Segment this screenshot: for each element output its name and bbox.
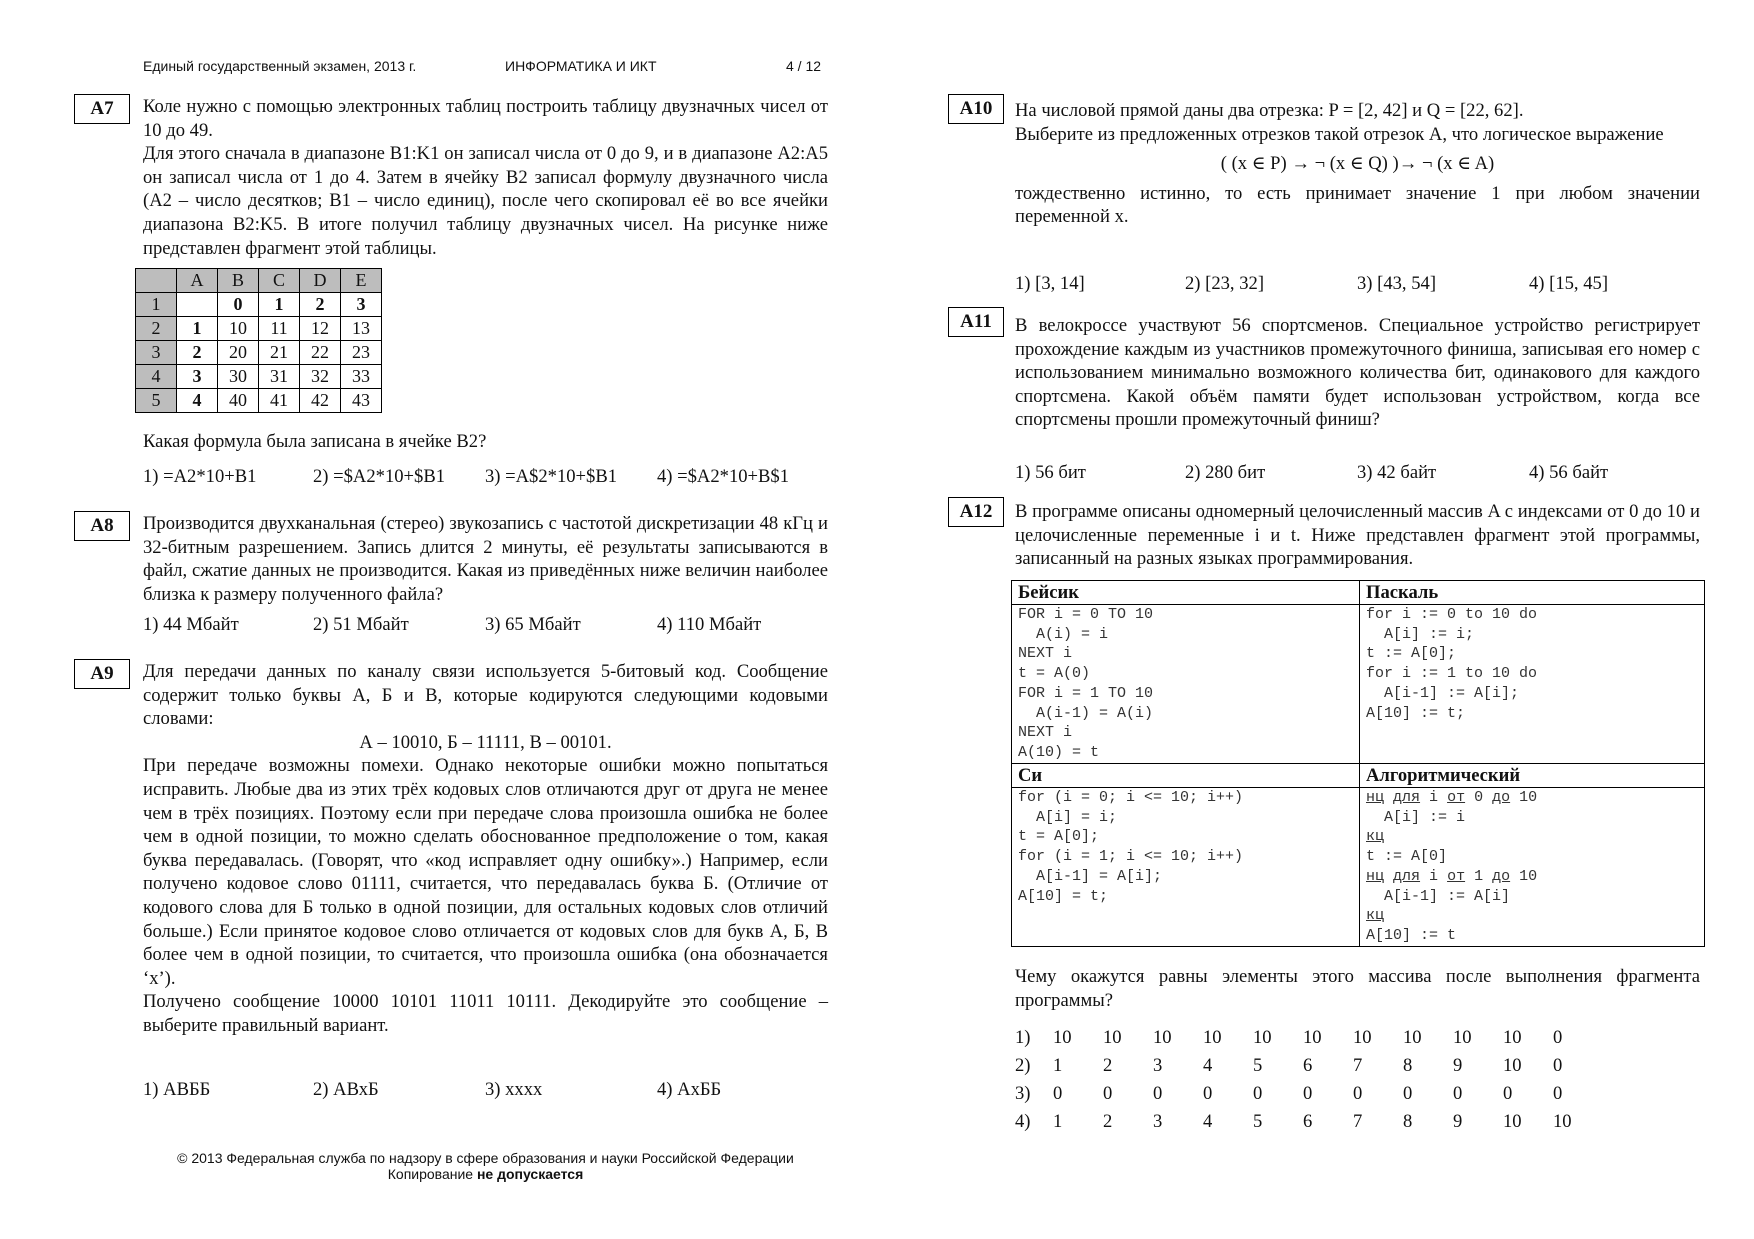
answer-option[interactable]: 1) [3, 14] xyxy=(1015,273,1085,294)
a9-options xyxy=(143,1079,833,1103)
table-cell: 21 xyxy=(259,341,300,365)
table-row-header: 3 xyxy=(136,341,177,365)
answer-array-value: 0 xyxy=(1453,1083,1463,1104)
answer-array-value: 10 xyxy=(1453,1027,1472,1048)
table-cell: 13 xyxy=(341,317,382,341)
table-cell: 30 xyxy=(218,365,259,389)
header-exam-title: Единый государственный экзамен, 2013 г. xyxy=(143,58,417,74)
table-row-header: 4 xyxy=(136,365,177,389)
a9-intro: Для передачи данных по каналу связи используется 5-битовый код. Сообщение содержит только буквы А, Б и В, которые кодируются следующими кодовыми словами: xyxy=(143,661,828,730)
a10-task: Выберите из предложенных отрезков такой отрезок A, что логическое выражение xyxy=(1015,123,1664,145)
a12-text: В программе описаны одномерный целочисленный массив A с индексами от 0 до 10 и целочисленные переменные i и t. Ниже представлен фрагмент этой программы, записанный на разных языках программирования. xyxy=(1015,501,1700,570)
code-token: 0 xyxy=(1465,789,1493,806)
header-subject: ИНФОРМАТИКА И ИКТ xyxy=(505,58,657,74)
code-algo xyxy=(1366,788,1698,946)
answer-option[interactable]: 4) 56 байт xyxy=(1529,462,1609,483)
a10-formula: ( (x ∈ P) → ¬ (x ∈ Q) )→ ¬ (x ∈ A) xyxy=(1220,153,1495,175)
code-cell-c xyxy=(1012,788,1360,947)
answer-option-number: 2) xyxy=(1015,1055,1031,1076)
footer-copy-notice xyxy=(143,1166,828,1182)
answer-array-value: 9 xyxy=(1453,1111,1463,1132)
answer-array-value: 0 xyxy=(1153,1083,1163,1104)
answer-array-value: 2 xyxy=(1103,1111,1113,1132)
a10-condition: тождественно истинно, то есть принимает значение 1 при любом значении переменной x. xyxy=(1015,182,1700,228)
table-cell: 43 xyxy=(341,389,382,413)
answer-array-value: 0 xyxy=(1353,1083,1363,1104)
footer-copy-prefix: Копирование xyxy=(387,1166,477,1182)
code-header-basic: Бейсик xyxy=(1012,581,1360,605)
question-label-a10: A10 xyxy=(948,94,1004,124)
table-cell: 12 xyxy=(300,317,341,341)
answer-array-value: 3 xyxy=(1153,1055,1163,1076)
a11-options xyxy=(1015,462,1705,486)
table-cell: 2 xyxy=(300,293,341,317)
answer-option-number: 1) xyxy=(1015,1027,1031,1048)
code-keyword: до xyxy=(1492,789,1511,806)
code-keyword: до xyxy=(1492,867,1511,885)
answer-array-value: 0 xyxy=(1553,1027,1563,1048)
a11-text: В велокроссе участвуют 56 спортсменов. Специальное устройство регистрирует прохождение каждым из участников промежуточного финиша, записывая его номер с использованием минимально возможного количества бит, одинакового для каждого спортсмена. Какой объём памяти будет использован устройством, когда все спортсмены прошли промежуточный финиш? xyxy=(1015,315,1700,431)
header-page-number: 4 / 12 xyxy=(786,58,822,74)
answer-array-value: 0 xyxy=(1553,1055,1563,1076)
code-header-c: Си xyxy=(1012,764,1360,788)
code-cell-algo xyxy=(1360,788,1705,947)
table-row xyxy=(136,365,382,389)
answer-array-value: 6 xyxy=(1303,1055,1313,1076)
table-column-header: B xyxy=(218,269,259,293)
question-label-a8: A8 xyxy=(74,511,130,541)
code-keyword: кц xyxy=(1366,907,1385,925)
code-token: 1 xyxy=(1465,867,1493,885)
answer-option[interactable]: 3) 42 байт xyxy=(1357,462,1437,483)
table-row xyxy=(136,389,382,413)
table-column-header: A xyxy=(177,269,218,293)
answer-option[interactable]: 1) АВББ xyxy=(143,1079,211,1100)
table-row xyxy=(136,293,382,317)
a8-text: Производится двухканальная (стерео) звукозапись с частотой дискретизации 48 кГц и 32-битным разрешением. Запись длится 2 минуты, её результаты записываются в файл, сжатие данных не производится. Какая из приведённых ниже величин наиболее близка к размеру полученного файла? xyxy=(143,513,828,605)
table-cell: 4 xyxy=(177,389,218,413)
table-cell: 22 xyxy=(300,341,341,365)
table-cell xyxy=(177,293,218,317)
code-cell-basic xyxy=(1012,605,1360,764)
answer-array-value: 0 xyxy=(1053,1083,1063,1104)
table-cell: 1 xyxy=(259,293,300,317)
answer-option[interactable]: 4) 110 Мбайт xyxy=(657,614,762,635)
a7-intro: Коле нужно с помощью электронных таблиц построить таблицу двузначных чисел от 10 до 49. xyxy=(143,96,828,141)
answer-array-value: 6 xyxy=(1303,1111,1313,1132)
answer-option[interactable]: 2) АВхБ xyxy=(313,1079,379,1100)
answer-option[interactable]: 4) АхББ xyxy=(657,1079,722,1100)
answer-option[interactable]: 2) =$A2*10+$B1 xyxy=(313,466,446,487)
code-c: for (i = 0; i <= 10; i++) A[i] = i; t = A[0]; for (i = 1; i <= 10; i++) A[i-1] = A[i]; A[10] = t; xyxy=(1018,789,1244,905)
answer-array-value: 8 xyxy=(1403,1055,1413,1076)
answer-option[interactable] xyxy=(1015,1083,1615,1107)
answer-array-value: 1 xyxy=(1053,1111,1063,1132)
answer-option[interactable]: 4) [15, 45] xyxy=(1529,273,1609,294)
a9-task: Получено сообщение 10000 10101 11011 10111. Декодируйте это сообщение – выберите правильный вариант. xyxy=(143,991,828,1036)
answer-array-value: 10 xyxy=(1353,1027,1372,1048)
answer-array-value: 10 xyxy=(1053,1027,1072,1048)
table-column-header: E xyxy=(341,269,382,293)
table-cell: 11 xyxy=(259,317,300,341)
answer-array-value: 4 xyxy=(1203,1111,1213,1132)
code-token: i xyxy=(1420,789,1448,806)
code-header-pascal: Паскаль xyxy=(1360,581,1705,605)
answer-array-value: 10 xyxy=(1203,1027,1222,1048)
answer-array-value: 0 xyxy=(1553,1083,1563,1104)
footer-copy-forbidden: не допускается xyxy=(476,1166,584,1182)
answer-option[interactable] xyxy=(1015,1055,1615,1079)
answer-array-value: 0 xyxy=(1503,1083,1513,1104)
question-label-a12: A12 xyxy=(948,497,1004,527)
answer-array-value: 0 xyxy=(1303,1083,1313,1104)
answer-array-value: 2 xyxy=(1103,1055,1113,1076)
answer-option[interactable]: 2) [23, 32] xyxy=(1185,273,1265,294)
table-cell: 20 xyxy=(218,341,259,365)
answer-array-value: 10 xyxy=(1303,1027,1322,1048)
a10-text xyxy=(1015,99,1700,229)
answer-option[interactable]: 3) хххх xyxy=(485,1079,543,1100)
footer xyxy=(143,1150,828,1182)
table-cell: 0 xyxy=(218,293,259,317)
table-corner-cell xyxy=(136,269,177,293)
code-keyword: нц xyxy=(1366,867,1385,885)
code-keyword: кц xyxy=(1366,828,1385,846)
table-cell: 2 xyxy=(177,341,218,365)
code-pascal: for i := 0 to 10 do A[i] := i; t := A[0]; for i := 1 to 10 do A[i-1] := A[i]; A[10] := t; xyxy=(1366,606,1538,722)
code-basic: FOR i = 0 TO 10 A(i) = i NEXT i t = A(0) FOR i = 1 TO 10 A(i-1) = A(i) NEXT i A(10) = t xyxy=(1018,606,1154,761)
a7-text xyxy=(143,95,828,260)
answer-option-number: 4) xyxy=(1015,1111,1031,1132)
code-token: 10 xyxy=(1510,867,1538,885)
answer-array-value: 0 xyxy=(1403,1083,1413,1104)
answer-option[interactable]: 4) =$A2*10+B$1 xyxy=(657,466,790,487)
a10-options xyxy=(1015,273,1705,297)
code-keyword: для xyxy=(1393,789,1421,806)
a7-description: Для этого сначала в диапазоне B1:K1 он записал числа от 0 до 9, и в диапазоне A2:A5 он записал числа от 1 до 4. Затем в ячейку B2 записал формулу двузначного числа (A2 – число десятков; B1 – число единиц), после чего скопировал её во все ячейки диапазона B2:K5. В итоге получил таблицу двузначных чисел. На рисунке ниже представлен фрагмент этой таблицы. xyxy=(143,143,828,259)
question-label-a9: A9 xyxy=(74,659,130,689)
answer-array-value: 10 xyxy=(1503,1055,1522,1076)
a12-question: Чему окажутся равны элементы этого массива после выполнения фрагмента программы? xyxy=(1015,966,1700,1011)
code-token: i xyxy=(1420,867,1448,885)
a9-code-words: А – 10010, Б – 11111, В – 00101. xyxy=(359,731,612,753)
table-cell: 33 xyxy=(341,365,382,389)
answer-array-value: 10 xyxy=(1253,1027,1272,1048)
answer-array-value: 8 xyxy=(1403,1111,1413,1132)
code-header-algo: Алгоритмический xyxy=(1360,764,1705,788)
table-header-row xyxy=(136,269,382,293)
answer-option[interactable]: 2) 51 Мбайт xyxy=(313,614,409,635)
code-keyword: для xyxy=(1393,867,1421,885)
a10-segments: На числовой прямой даны два отрезка: P = [2, 42] и Q = [22, 62]. xyxy=(1015,100,1524,121)
answer-option[interactable]: 2) 280 бит xyxy=(1185,462,1266,483)
table-cell: 32 xyxy=(300,365,341,389)
table-cell: 10 xyxy=(218,317,259,341)
answer-array-value: 1 xyxy=(1053,1055,1063,1076)
table-cell: 23 xyxy=(341,341,382,365)
table-cell: 42 xyxy=(300,389,341,413)
answer-array-value: 5 xyxy=(1253,1055,1263,1076)
answer-array-value: 4 xyxy=(1203,1055,1213,1076)
code-keyword: от xyxy=(1447,789,1466,806)
question-label-a7: A7 xyxy=(74,94,130,124)
answer-option[interactable]: 3) 65 Мбайт xyxy=(485,614,581,635)
code-keyword: от xyxy=(1447,867,1466,885)
code-token: 10 xyxy=(1510,789,1538,806)
table-row-header: 1 xyxy=(136,293,177,317)
answer-array-value: 5 xyxy=(1253,1111,1263,1132)
answer-array-value: 7 xyxy=(1353,1055,1363,1076)
answer-option-number: 3) xyxy=(1015,1083,1031,1104)
answer-option[interactable]: 1) =A2*10+B1 xyxy=(143,466,257,487)
answer-array-value: 0 xyxy=(1203,1083,1213,1104)
a8-options xyxy=(143,614,833,638)
table-column-header: C xyxy=(259,269,300,293)
answer-array-value: 9 xyxy=(1453,1055,1463,1076)
table-column-header: D xyxy=(300,269,341,293)
answer-array-value: 10 xyxy=(1503,1111,1522,1132)
table-cell: 40 xyxy=(218,389,259,413)
a7-spreadsheet-table xyxy=(135,268,382,413)
answer-array-value: 10 xyxy=(1553,1111,1572,1132)
answer-option[interactable]: 3) =A$2*10+$B1 xyxy=(485,466,618,487)
answer-array-value: 0 xyxy=(1253,1083,1263,1104)
answer-array-value: 10 xyxy=(1153,1027,1172,1048)
answer-option[interactable] xyxy=(1015,1027,1615,1051)
a7-options xyxy=(143,466,833,490)
answer-option[interactable]: 1) 56 бит xyxy=(1015,462,1086,483)
table-cell: 3 xyxy=(177,365,218,389)
answer-array-value: 10 xyxy=(1503,1027,1522,1048)
table-cell: 31 xyxy=(259,365,300,389)
code-cell-pascal xyxy=(1360,605,1705,764)
footer-copyright: © 2013 Федеральная служба по надзору в сфере образования и науки Российской Федерации xyxy=(177,1150,794,1166)
question-label-a11: A11 xyxy=(948,307,1004,337)
answer-array-value: 3 xyxy=(1153,1111,1163,1132)
table-row xyxy=(136,341,382,365)
a12-code-table xyxy=(1011,580,1705,947)
answer-array-value: 10 xyxy=(1403,1027,1422,1048)
table-row-header: 5 xyxy=(136,389,177,413)
code-line: t := A[0] xyxy=(1366,848,1448,866)
answer-option[interactable] xyxy=(1015,1111,1615,1135)
a9-explanation: При передаче возможны помехи. Однако некоторые ошибки можно попытаться исправить. Любые два из этих трёх кодовых слов отличаются друг от друга не менее чем в трёх позициях. Поэтому если при передаче слова произошла ошибка не более чем в одной позиции, то можно сделать обоснованное предположение о том, какая буква передавалась. (Говорят, что «код исправляет одну ошибку».) Например, если получено кодовое слово 01111, считается, что передавалась буква Б. (Отличие от кодового слова для Б только в одной позиции, для остальных кодовых слов отличий больше.) Если принятое кодовое слово отличается от кодовых слов для букв А, Б, В более чем в одной позиции, то считается, что произошла ошибка (она обозначается ‘x’). xyxy=(143,755,828,989)
answer-array-value: 10 xyxy=(1103,1027,1122,1048)
code-line: A[i-1] := A[i] xyxy=(1366,887,1511,905)
table-row-header: 2 xyxy=(136,317,177,341)
table-cell: 3 xyxy=(341,293,382,317)
a9-text xyxy=(143,660,828,1038)
table-cell: 41 xyxy=(259,389,300,413)
answer-array-value: 0 xyxy=(1103,1083,1113,1104)
answer-array-value: 7 xyxy=(1353,1111,1363,1132)
table-row xyxy=(136,317,382,341)
a7-question: Какая формула была записана в ячейке B2? xyxy=(143,431,487,452)
code-line: A[i] := i xyxy=(1366,808,1466,826)
answer-option[interactable]: 3) [43, 54] xyxy=(1357,273,1437,294)
answer-option[interactable]: 1) 44 Мбайт xyxy=(143,614,239,635)
code-line: A[10] := t xyxy=(1366,926,1457,944)
table-cell: 1 xyxy=(177,317,218,341)
code-keyword: нц xyxy=(1366,789,1385,806)
